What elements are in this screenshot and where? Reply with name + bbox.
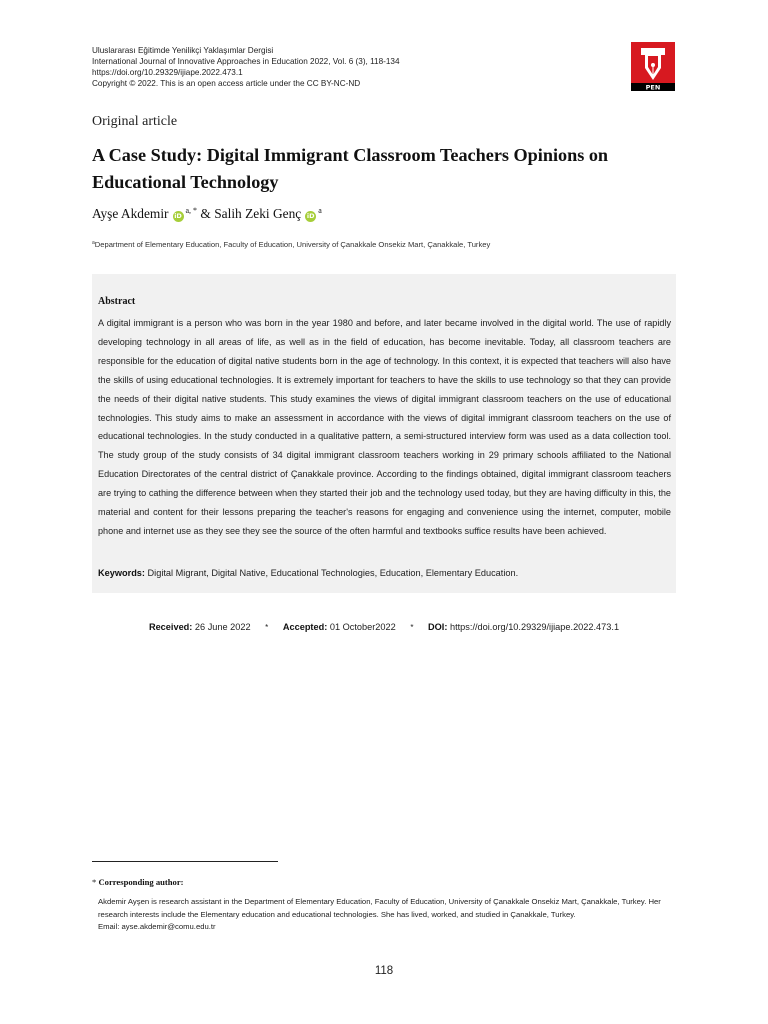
keywords-text: Digital Migrant, Digital Native, Educational Technologies, Education, Elementary Education. — [147, 568, 519, 578]
doi-label: DOI: — [428, 622, 448, 632]
corresponding-author-note — [98, 896, 680, 934]
abstract-box — [92, 274, 676, 593]
author-email[interactable]: Email: ayse.akdemir@comu.edu.tr — [98, 922, 216, 932]
affiliation — [92, 240, 490, 249]
author-name: Salih Zeki Genç — [214, 206, 302, 221]
affiliation-text: Department of Elementary Education, Faculty of Education, University of Çanakkale Onsekiz Mart, Çanakkale, Turkey — [94, 240, 491, 249]
article-type: Original article — [92, 114, 178, 129]
pen-nib-icon — [631, 42, 675, 91]
journal-citation: International Journal of Innovative Approaches in Education 2022, Vol. 6 (3), 118-134 — [92, 57, 400, 66]
received-label: Received: — [148, 622, 193, 632]
keywords-label: Keywords: — [98, 568, 145, 578]
author-bio: Akdemir Ayşen is research assistant in the Department of Elementary Education, Faculty of Education, University of Çanakkale Onsekiz Mart, Çanakkale, Turkey. Her research interests include the Elementary education and educational technologies. She has lived, worked, and studied in Çanakkale, Turkey. — [98, 897, 661, 919]
footnote-divider — [92, 861, 278, 862]
author-affiliation-marker: a, * — [185, 206, 198, 215]
journal-header — [92, 45, 592, 89]
received-date: 26 June 2022 — [194, 622, 251, 632]
affiliation-marker: a — [92, 240, 95, 246]
article-dates — [0, 622, 768, 632]
author-separator: & — [200, 206, 211, 221]
date-separator: * — [410, 623, 414, 632]
orcid-icon[interactable]: iD — [306, 212, 315, 220]
keywords — [98, 568, 671, 578]
accepted-date: 01 October2022 — [329, 622, 396, 632]
orcid-icon[interactable]: iD — [174, 212, 182, 220]
abstract-heading: Abstract — [98, 296, 136, 307]
author-name: Ayşe Akdemir — [92, 206, 169, 221]
doi-link[interactable]: https://doi.org/10.29329/ijiape.2022.473.1 — [449, 622, 620, 632]
logo-text: PEN — [645, 83, 661, 91]
footnote-label: Corresponding author: — [98, 877, 184, 887]
author-list — [92, 206, 322, 222]
corresponding-author-label — [92, 877, 184, 887]
copyright-notice: Copyright © 2022. This is an open access article under the CC BY-NC-ND — [92, 79, 361, 88]
paper-title: A Case Study: Digital Immigrant Classroom Teachers Opinions on Educational Technology — [92, 145, 609, 192]
accepted-label: Accepted: — [282, 622, 328, 632]
journal-name-turkish: Uluslararası Eğitimde Yenilikçi Yaklaşımlar Dergisi — [92, 46, 274, 55]
date-separator: * — [265, 623, 269, 632]
publisher-logo — [631, 42, 675, 91]
abstract-text: A digital immigrant is a person who was born in the year 1980 and before, and later became involved in the digital world. The use of rapidly developing technology in all areas of life, as well as in the field of education, has become inevitable. Today, all classroom teachers are responsible for the education of digital native students born in the age of technology. In this context, it is expected that teachers will also have the skills of using educational technologies. It is extremely important for teachers to have the skills to use technology so that they can provide the needs of their digital native students. This study examines the views of digital immigrant classroom teachers on the use of educational technologies. This study aims to make an assessment in accordance with the views of digital immigrant classroom teachers on the use of educational technologies. In the study conducted in a qualitative pattern, a semi-structured interview form was used as a data collection tool. The study group of the study consists of 34 digital immigrant classroom teachers working in 29 primary schools affiliated to the National Education Directorates of the central district of Çanakkale province. According to the findings obtained, digital immigrant classroom teachers are trying to cathing the difference between when they started their job and the technology used today, but they are having difficulty in this, the material and content for their lessons preparing the teacher's reasons for engaging and convenience using the internet, computer, mobile phone and internet use as they see they see the source of the often harmful and textbooks suffice results have been achieved. — [98, 318, 671, 536]
journal-doi-link[interactable]: https://doi.org/10.29329/ijiape.2022.473.1 — [92, 68, 243, 77]
author-affiliation-marker: a — [318, 206, 322, 215]
page-number: 118 — [374, 965, 394, 977]
footnote-marker: * — [92, 877, 97, 887]
